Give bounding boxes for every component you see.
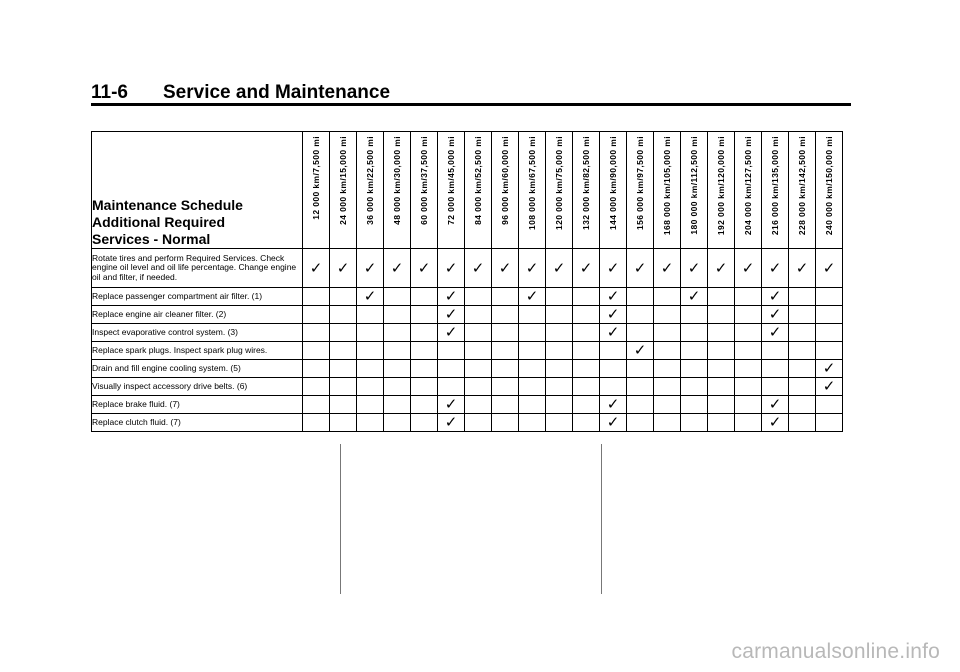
- interval-column-header: [816, 132, 843, 249]
- checkmark-icon: ✓: [606, 259, 620, 277]
- interval-column-header: [546, 132, 573, 249]
- schedule-cell: [654, 360, 681, 378]
- checkmark-icon: ✓: [606, 324, 620, 341]
- interval-column-header: [573, 132, 600, 249]
- schedule-cell: [816, 324, 843, 342]
- schedule-cell: [384, 249, 411, 288]
- checkmark-icon: ✓: [363, 259, 377, 277]
- schedule-cell: [600, 414, 627, 432]
- schedule-cell: [303, 360, 330, 378]
- schedule-cell: [303, 378, 330, 396]
- service-description: Replace spark plugs. Inspect spark plug wires.: [92, 342, 303, 360]
- schedule-cell: [762, 324, 789, 342]
- schedule-cell: [762, 378, 789, 396]
- interval-label: 72 000 km/45,000 mi: [446, 136, 456, 225]
- interval-column-header: [681, 132, 708, 249]
- schedule-cell: [465, 324, 492, 342]
- schedule-cell: [465, 414, 492, 432]
- page-number: 11-6: [91, 82, 128, 103]
- checkmark-icon: ✓: [363, 288, 377, 305]
- checkmark-icon: ✓: [768, 288, 782, 305]
- schedule-cell: [600, 249, 627, 288]
- schedule-cell: [735, 360, 762, 378]
- schedule-cell: [384, 306, 411, 324]
- interval-label: 240 000 km/150,000 mi: [824, 136, 834, 236]
- interval-column-header: [303, 132, 330, 249]
- schedule-cell: [303, 342, 330, 360]
- schedule-cell: [654, 306, 681, 324]
- schedule-cell: [600, 360, 627, 378]
- interval-label: 24 000 km/15,000 mi: [338, 136, 348, 225]
- checkmark-icon: ✓: [444, 259, 458, 277]
- schedule-cell: [816, 342, 843, 360]
- checkmark-icon: ✓: [336, 259, 350, 277]
- schedule-cell: [573, 306, 600, 324]
- schedule-cell: [627, 288, 654, 306]
- schedule-cell: [600, 288, 627, 306]
- schedule-cell: [519, 306, 546, 324]
- interval-column-header: [600, 132, 627, 249]
- checkmark-icon: ✓: [390, 259, 404, 277]
- interval-label: 204 000 km/127,500 mi: [743, 136, 753, 236]
- schedule-cell: [789, 378, 816, 396]
- checkmark-icon: ✓: [444, 324, 458, 341]
- schedule-cell: [303, 324, 330, 342]
- checkmark-icon: ✓: [714, 259, 728, 277]
- schedule-cell: [762, 306, 789, 324]
- schedule-cell: [411, 324, 438, 342]
- maintenance-schedule-table: [91, 131, 843, 432]
- schedule-cell: [519, 342, 546, 360]
- schedule-cell: [411, 342, 438, 360]
- interval-label: 216 000 km/135,000 mi: [770, 136, 780, 236]
- schedule-cell: [816, 360, 843, 378]
- checkmark-icon: ✓: [687, 259, 701, 277]
- schedule-cell: [465, 342, 492, 360]
- checkmark-icon: ✓: [741, 259, 755, 277]
- schedule-cell: [708, 249, 735, 288]
- schedule-cell: [438, 249, 465, 288]
- schedule-cell: [546, 414, 573, 432]
- schedule-cell: [708, 414, 735, 432]
- schedule-cell: [438, 324, 465, 342]
- checkmark-icon: ✓: [795, 259, 809, 277]
- schedule-cell: [816, 414, 843, 432]
- schedule-cell: [330, 396, 357, 414]
- schedule-cell: [465, 288, 492, 306]
- schedule-cell: [492, 306, 519, 324]
- schedule-cell: [789, 306, 816, 324]
- interval-column-header: [708, 132, 735, 249]
- column-divider: [601, 444, 602, 594]
- schedule-cell: [384, 396, 411, 414]
- interval-label: 84 000 km/52,500 mi: [473, 136, 483, 225]
- interval-column-header: [411, 132, 438, 249]
- table-row: [92, 360, 843, 378]
- schedule-cell: [357, 378, 384, 396]
- schedule-cell: [816, 396, 843, 414]
- schedule-cell: [357, 342, 384, 360]
- table-row: [92, 396, 843, 414]
- service-description: Inspect evaporative control system. (3): [92, 324, 303, 342]
- schedule-cell: [735, 324, 762, 342]
- schedule-cell: [519, 288, 546, 306]
- schedule-cell: [357, 360, 384, 378]
- interval-label: 180 000 km/112,500 mi: [689, 136, 699, 235]
- interval-column-header: [735, 132, 762, 249]
- checkmark-icon: ✓: [471, 259, 485, 277]
- schedule-cell: [573, 324, 600, 342]
- schedule-cell: [357, 288, 384, 306]
- schedule-cell: [627, 396, 654, 414]
- schedule-cell: [492, 288, 519, 306]
- schedule-cell: [816, 306, 843, 324]
- schedule-cell: [654, 249, 681, 288]
- checkmark-icon: ✓: [498, 259, 512, 277]
- schedule-cell: [654, 288, 681, 306]
- interval-label: 120 000 km/75,000 mi: [554, 136, 564, 231]
- checkmark-icon: ✓: [633, 342, 647, 359]
- schedule-cell: [789, 249, 816, 288]
- schedule-cell: [357, 306, 384, 324]
- checkmark-icon: ✓: [525, 288, 539, 305]
- checkmark-icon: ✓: [309, 259, 323, 277]
- interval-column-header: [384, 132, 411, 249]
- schedule-cell: [708, 396, 735, 414]
- interval-column-header: [438, 132, 465, 249]
- schedule-cell: [762, 396, 789, 414]
- schedule-cell: [438, 360, 465, 378]
- schedule-cell: [519, 396, 546, 414]
- schedule-cell: [384, 378, 411, 396]
- checkmark-icon: ✓: [687, 288, 701, 305]
- schedule-cell: [762, 342, 789, 360]
- schedule-cell: [735, 288, 762, 306]
- schedule-cell: [816, 378, 843, 396]
- checkmark-icon: ✓: [552, 259, 566, 277]
- schedule-cell: [546, 396, 573, 414]
- schedule-cell: [519, 360, 546, 378]
- schedule-cell: [384, 324, 411, 342]
- schedule-cell: [465, 249, 492, 288]
- schedule-cell: [573, 249, 600, 288]
- checkmark-icon: ✓: [768, 306, 782, 323]
- interval-label: 48 000 km/30,000 mi: [392, 136, 402, 225]
- schedule-cell: [303, 414, 330, 432]
- schedule-cell: [627, 306, 654, 324]
- checkmark-icon: ✓: [579, 259, 593, 277]
- checkmark-icon: ✓: [660, 259, 674, 277]
- checkmark-icon: ✓: [606, 414, 620, 431]
- schedule-cell: [546, 324, 573, 342]
- schedule-cell: [357, 396, 384, 414]
- schedule-cell: [681, 378, 708, 396]
- schedule-cell: [330, 414, 357, 432]
- header-rule: [91, 103, 851, 106]
- schedule-cell: [519, 324, 546, 342]
- checkmark-icon: ✓: [444, 306, 458, 323]
- schedule-cell: [411, 378, 438, 396]
- schedule-cell: [573, 396, 600, 414]
- interval-column-header: [762, 132, 789, 249]
- schedule-cell: [600, 396, 627, 414]
- schedule-cell: [330, 249, 357, 288]
- service-description: Rotate tires and perform Required Services. Check engine oil level and oil life percentage. Change engine oil and filter, if needed.: [92, 249, 303, 288]
- schedule-cell: [654, 324, 681, 342]
- checkmark-icon: ✓: [633, 259, 647, 277]
- checkmark-icon: ✓: [444, 396, 458, 413]
- schedule-cell: [465, 396, 492, 414]
- interval-label: 228 000 km/142,500 mi: [797, 136, 807, 236]
- schedule-cell: [492, 324, 519, 342]
- schedule-cell: [681, 360, 708, 378]
- schedule-cell: [708, 378, 735, 396]
- schedule-cell: [492, 249, 519, 288]
- schedule-cell: [627, 378, 654, 396]
- schedule-cell: [330, 306, 357, 324]
- table-row: [92, 249, 843, 288]
- schedule-cell: [708, 324, 735, 342]
- schedule-cell: [546, 249, 573, 288]
- interval-column-header: [654, 132, 681, 249]
- schedule-cell: [384, 360, 411, 378]
- schedule-cell: [681, 396, 708, 414]
- schedule-cell: [303, 306, 330, 324]
- service-description: Visually inspect accessory drive belts. (6): [92, 378, 303, 396]
- schedule-cell: [384, 288, 411, 306]
- schedule-cell: [465, 360, 492, 378]
- table-title-line: Maintenance Schedule: [92, 197, 243, 213]
- schedule-cell: [762, 249, 789, 288]
- table-row: [92, 414, 843, 432]
- interval-label: 108 000 km/67,500 mi: [527, 136, 537, 231]
- schedule-cell: [384, 342, 411, 360]
- table-title-line: Services - Normal: [92, 231, 211, 247]
- schedule-cell: [600, 306, 627, 324]
- schedule-cell: [681, 342, 708, 360]
- schedule-cell: [735, 378, 762, 396]
- interval-column-header: [465, 132, 492, 249]
- schedule-cell: [573, 414, 600, 432]
- interval-label: 12 000 km/7,500 mi: [311, 136, 321, 220]
- interval-column-header: [330, 132, 357, 249]
- schedule-cell: [789, 288, 816, 306]
- schedule-cell: [492, 342, 519, 360]
- schedule-cell: [654, 414, 681, 432]
- schedule-cell: [600, 342, 627, 360]
- column-divider: [340, 444, 341, 594]
- schedule-cell: [654, 342, 681, 360]
- checkmark-icon: ✓: [606, 288, 620, 305]
- schedule-cell: [303, 288, 330, 306]
- schedule-cell: [492, 414, 519, 432]
- schedule-cell: [303, 396, 330, 414]
- checkmark-icon: ✓: [768, 324, 782, 341]
- schedule-cell: [438, 306, 465, 324]
- schedule-cell: [708, 288, 735, 306]
- schedule-cell: [411, 360, 438, 378]
- schedule-cell: [627, 342, 654, 360]
- schedule-cell: [546, 342, 573, 360]
- schedule-cell: [654, 396, 681, 414]
- interval-label: 96 000 km/60,000 mi: [500, 136, 510, 225]
- schedule-cell: [573, 342, 600, 360]
- checkmark-icon: ✓: [444, 414, 458, 431]
- schedule-cell: [438, 414, 465, 432]
- schedule-cell: [600, 378, 627, 396]
- schedule-cell: [546, 288, 573, 306]
- interval-column-header: [627, 132, 654, 249]
- schedule-cell: [681, 306, 708, 324]
- schedule-cell: [573, 288, 600, 306]
- schedule-cell: [546, 378, 573, 396]
- schedule-cell: [330, 288, 357, 306]
- schedule-cell: [816, 249, 843, 288]
- schedule-cell: [546, 360, 573, 378]
- schedule-cell: [492, 360, 519, 378]
- schedule-cell: [789, 396, 816, 414]
- schedule-cell: [357, 249, 384, 288]
- schedule-cell: [627, 324, 654, 342]
- schedule-cell: [735, 306, 762, 324]
- service-description: Replace clutch fluid. (7): [92, 414, 303, 432]
- schedule-cell: [357, 414, 384, 432]
- schedule-cell: [411, 249, 438, 288]
- interval-column-header: [789, 132, 816, 249]
- table-row: [92, 378, 843, 396]
- schedule-cell: [438, 396, 465, 414]
- checkmark-icon: ✓: [606, 396, 620, 413]
- checkmark-icon: ✓: [444, 288, 458, 305]
- table-header-row: [92, 132, 843, 249]
- service-description: Replace passenger compartment air filter. (1): [92, 288, 303, 306]
- schedule-cell: [330, 324, 357, 342]
- checkmark-icon: ✓: [822, 360, 836, 377]
- interval-label: 144 000 km/90,000 mi: [608, 136, 618, 231]
- table-row: [92, 342, 843, 360]
- schedule-cell: [438, 378, 465, 396]
- schedule-cell: [681, 249, 708, 288]
- schedule-cell: [816, 288, 843, 306]
- schedule-cell: [411, 306, 438, 324]
- checkmark-icon: ✓: [768, 259, 782, 277]
- watermark: carmanualsonline.info: [731, 640, 940, 663]
- checkmark-icon: ✓: [417, 259, 431, 277]
- checkmark-icon: ✓: [768, 396, 782, 413]
- schedule-cell: [330, 378, 357, 396]
- table-row: [92, 288, 843, 306]
- checkmark-icon: ✓: [822, 378, 836, 395]
- interval-label: 132 000 km/82,500 mi: [581, 136, 591, 231]
- schedule-cell: [762, 288, 789, 306]
- schedule-cell: [627, 249, 654, 288]
- schedule-cell: [762, 414, 789, 432]
- schedule-cell: [519, 414, 546, 432]
- interval-column-header: [519, 132, 546, 249]
- schedule-cell: [438, 342, 465, 360]
- schedule-cell: [573, 360, 600, 378]
- table-body: [92, 249, 843, 432]
- schedule-cell: [735, 249, 762, 288]
- schedule-cell: [411, 414, 438, 432]
- schedule-cell: [708, 306, 735, 324]
- page-header: [91, 82, 851, 102]
- schedule-cell: [492, 396, 519, 414]
- schedule-cell: [303, 249, 330, 288]
- schedule-cell: [465, 378, 492, 396]
- schedule-cell: [411, 288, 438, 306]
- schedule-cell: [384, 414, 411, 432]
- schedule-cell: [546, 306, 573, 324]
- schedule-cell: [627, 414, 654, 432]
- interval-column-header: [492, 132, 519, 249]
- schedule-cell: [519, 378, 546, 396]
- schedule-cell: [708, 360, 735, 378]
- schedule-cell: [411, 396, 438, 414]
- schedule-cell: [681, 324, 708, 342]
- schedule-cell: [681, 414, 708, 432]
- schedule-cell: [654, 378, 681, 396]
- schedule-cell: [330, 360, 357, 378]
- schedule-cell: [465, 306, 492, 324]
- checkmark-icon: ✓: [768, 414, 782, 431]
- checkmark-icon: ✓: [606, 306, 620, 323]
- interval-column-header: [357, 132, 384, 249]
- schedule-cell: [681, 288, 708, 306]
- checkmark-icon: ✓: [525, 259, 539, 277]
- interval-label: 168 000 km/105,000 mi: [662, 136, 672, 236]
- section-title: Service and Maintenance: [163, 82, 391, 103]
- interval-label: 192 000 km/120,000 mi: [716, 136, 726, 236]
- table-title-line: Additional Required: [92, 214, 225, 230]
- schedule-cell: [789, 414, 816, 432]
- service-description: Drain and fill engine cooling system. (5): [92, 360, 303, 378]
- schedule-cell: [438, 288, 465, 306]
- table-row: [92, 306, 843, 324]
- schedule-cell: [627, 360, 654, 378]
- schedule-cell: [708, 342, 735, 360]
- schedule-cell: [330, 342, 357, 360]
- schedule-cell: [492, 378, 519, 396]
- table-row: [92, 324, 843, 342]
- schedule-cell: [519, 249, 546, 288]
- interval-label: 60 000 km/37,500 mi: [419, 136, 429, 225]
- schedule-cell: [789, 324, 816, 342]
- schedule-cell: [735, 414, 762, 432]
- schedule-cell: [735, 396, 762, 414]
- schedule-cell: [789, 342, 816, 360]
- schedule-cell: [735, 342, 762, 360]
- interval-label: 36 000 km/22,500 mi: [365, 136, 375, 225]
- schedule-cell: [762, 360, 789, 378]
- table-title: [92, 132, 303, 249]
- schedule-cell: [789, 360, 816, 378]
- interval-label: 156 000 km/97,500 mi: [635, 136, 645, 231]
- service-description: Replace engine air cleaner filter. (2): [92, 306, 303, 324]
- service-description: Replace brake fluid. (7): [92, 396, 303, 414]
- schedule-cell: [573, 378, 600, 396]
- schedule-cell: [600, 324, 627, 342]
- checkmark-icon: ✓: [822, 259, 836, 277]
- schedule-cell: [357, 324, 384, 342]
